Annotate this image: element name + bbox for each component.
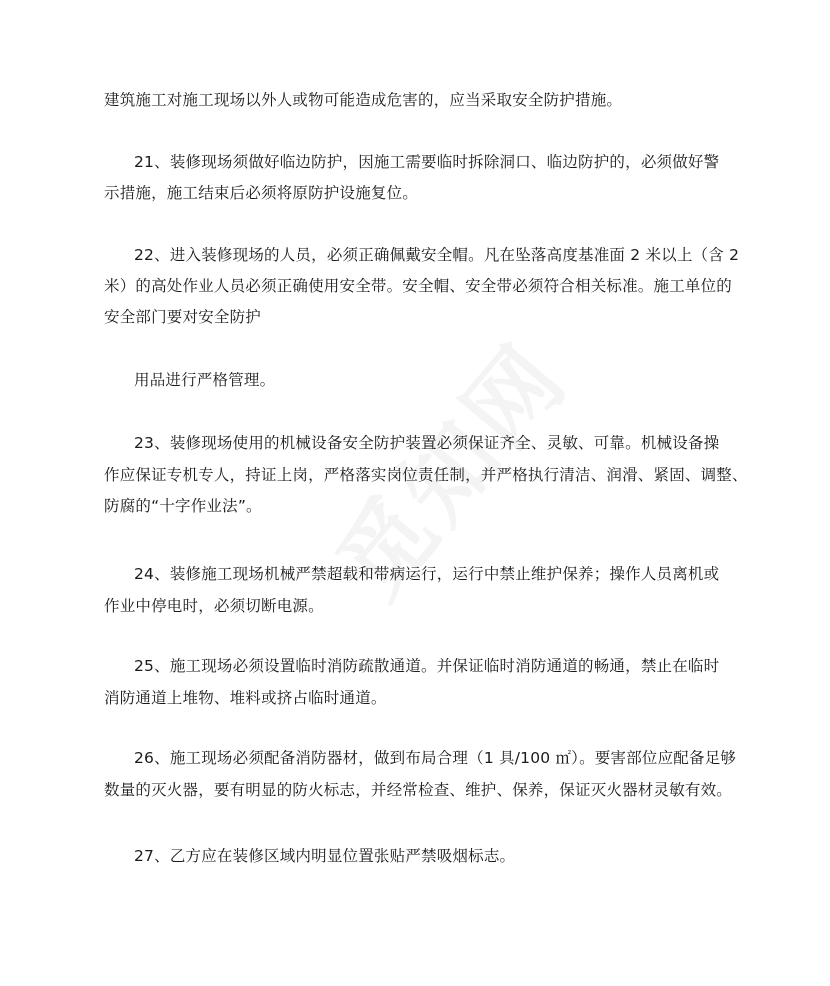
paragraph-24-line-2: 作业中停电时，必须切断电源。: [104, 597, 324, 615]
paragraph-23-line-3: 防腐的“十字作业法”。: [104, 497, 262, 515]
paragraph-22-line-1: 22、进入装修现场的人员，必须正确佩戴安全帽。凡在坠落高度基准面 2 米以上（含 2: [134, 246, 740, 264]
paragraph-21-line-1: 21、装修现场须做好临边防护，因施工需要临时拆除洞口、临边防护的，必须做好警: [134, 153, 720, 171]
paragraph-27-line-1: 27、乙方应在装修区域内明显位置张贴严禁吸烟标志。: [134, 847, 516, 865]
paragraph-22-line-3: 安全部门要对安全防护: [104, 308, 262, 326]
paragraph-23-line-2: 作应保证专机专人，持证上岗，严格落实岗位责任制，并严格执行清洁、润滑、紧固、调整、: [104, 466, 748, 484]
paragraph-25-line-1: 25、施工现场必须设置临时消防疏散通道。并保证临时消防通道的畅通，禁止在临时: [134, 657, 720, 675]
paragraph-23-line-1: 23、装修现场使用的机械设备安全防护装置必须保证齐全、灵敏、可靠。机械设备操: [134, 434, 720, 452]
paragraph-24-line-1: 24、装修施工现场机械严禁超载和带病运行，运行中禁止维护保养；操作人员离机或: [134, 565, 720, 583]
paragraph-22-line-2: 米）的高处作业人员必须正确使用安全带。安全帽、安全带必须符合相关标准。施工单位的: [104, 277, 733, 295]
paragraph-26-line-2: 数量的灭火器，要有明显的防火标志，并经常检查、维护、保养，保证灭火器材灵敏有效。: [104, 781, 733, 799]
paragraph-22-line-4: 用品进行严格管理。: [134, 371, 276, 389]
paragraph-26-line-1: 26、施工现场必须配备消防器材，做到布局合理（1 具/100 ㎡）。要害部位应配备足够: [134, 749, 737, 767]
paragraph-20-line-1: 建筑施工对施工现场以外人或物可能造成危害的，应当采取安全防护措施。: [104, 91, 623, 109]
paragraph-21-line-2: 示措施，施工结束后必须将原防护设施复位。: [104, 184, 419, 202]
paragraph-25-line-2: 消防通道上堆物、堆料或挤占临时通道。: [104, 689, 387, 707]
